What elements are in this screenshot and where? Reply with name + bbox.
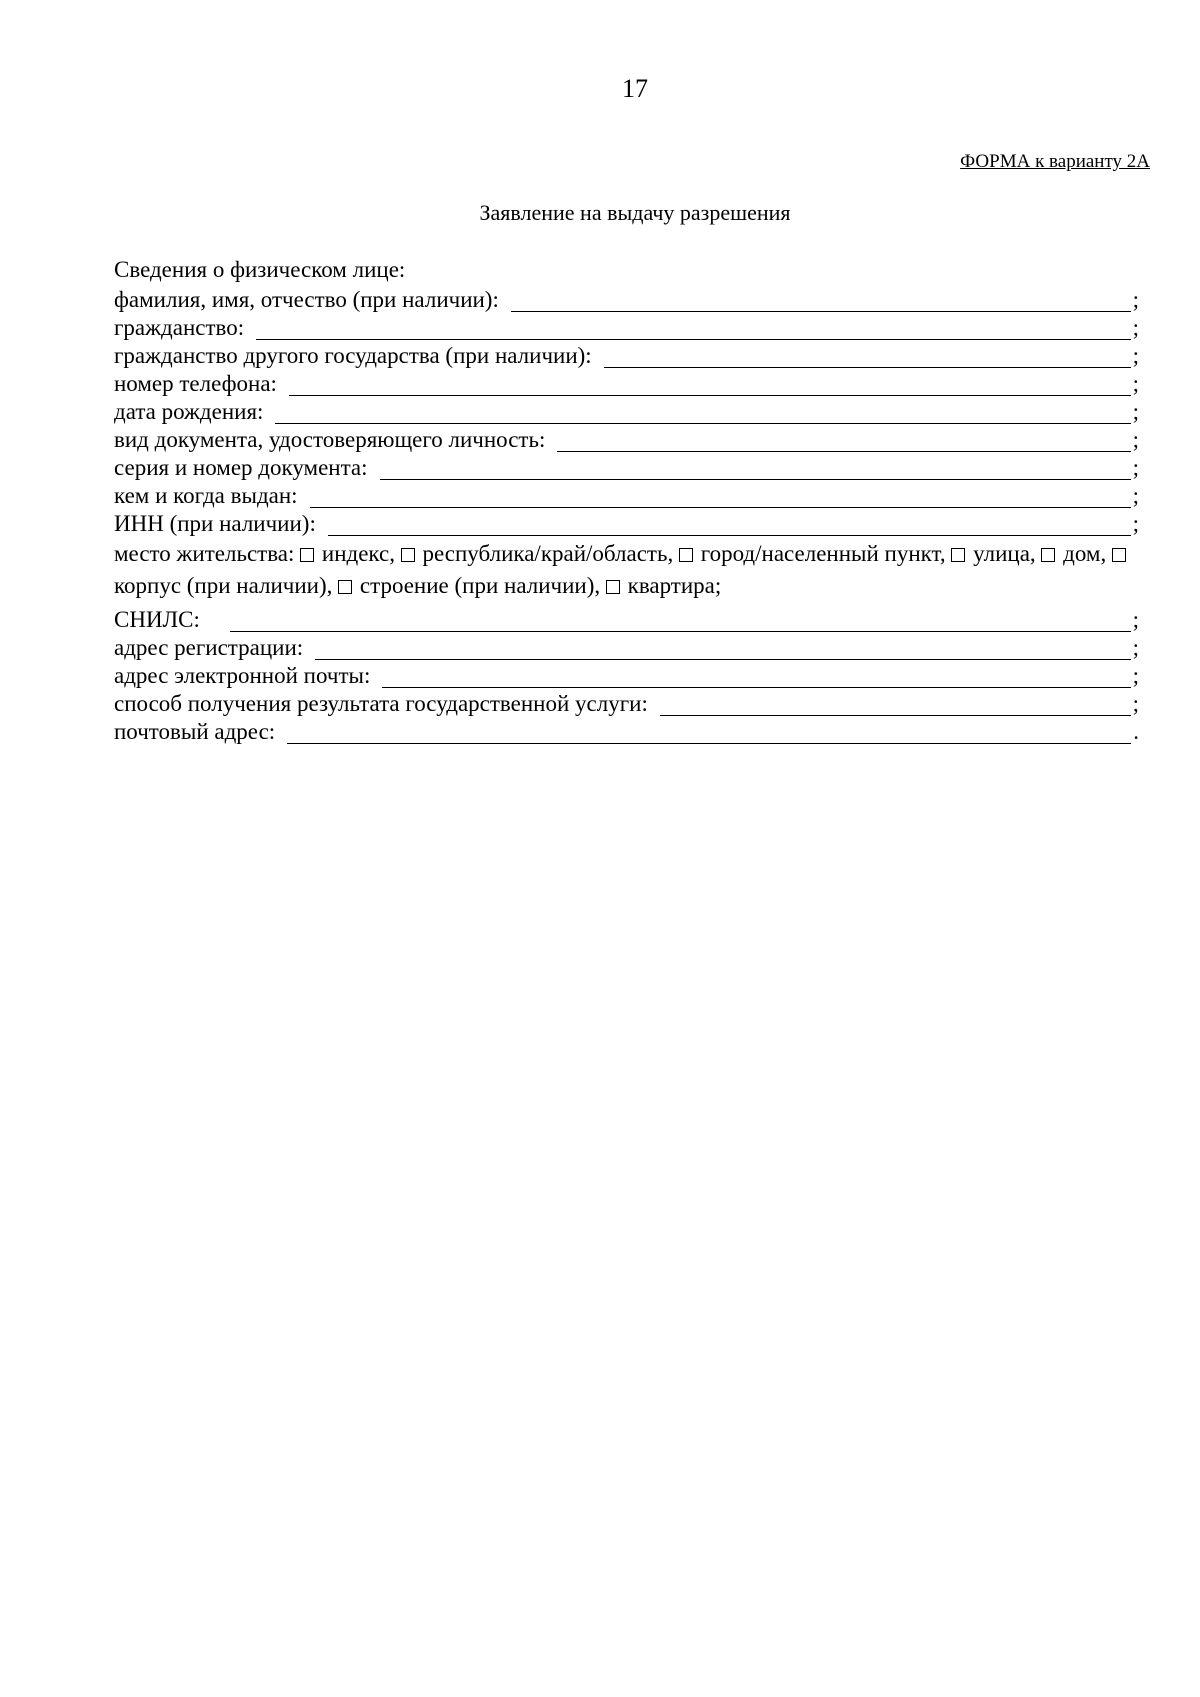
field-terminator: ; xyxy=(1132,691,1139,716)
field-inn xyxy=(114,508,1139,536)
email-input-line[interactable] xyxy=(382,665,1131,688)
field-full-name xyxy=(114,284,1139,312)
field-label: гражданство: xyxy=(114,315,245,340)
document-number-input-line[interactable] xyxy=(380,457,1131,480)
field-terminator: ; xyxy=(1132,607,1139,632)
checkbox-label: индекс, xyxy=(321,541,395,566)
building-block-checkbox[interactable] xyxy=(1112,548,1126,562)
checkbox-label: строение (при наличии), xyxy=(359,573,601,598)
field-terminator: ; xyxy=(1132,635,1139,660)
birth-date-input-line[interactable] xyxy=(275,401,1131,424)
field-label: гражданство другого государства (при наличии): xyxy=(114,343,592,368)
inn-input-line[interactable] xyxy=(328,513,1131,536)
field-document-number xyxy=(114,452,1139,480)
field-snils xyxy=(114,604,1139,632)
field-label: фамилия, имя, отчество (при наличии): xyxy=(114,287,499,312)
checkbox-label: республика/край/область, xyxy=(422,541,674,566)
applicant-info-form xyxy=(114,256,1139,744)
full-name-input-line[interactable] xyxy=(511,289,1131,312)
residence-options xyxy=(114,536,1139,604)
field-label: адрес регистрации: xyxy=(114,635,304,660)
field-terminator: ; xyxy=(1132,663,1139,688)
field-terminator: ; xyxy=(1132,427,1139,452)
phone-input-line[interactable] xyxy=(289,373,1131,396)
field-label: ИНН (при наличии): xyxy=(114,511,316,536)
registration-address-input-line[interactable] xyxy=(315,637,1131,660)
checkbox-label: дом, xyxy=(1063,541,1107,566)
field-label: вид документа, удостоверяющего личность: xyxy=(114,427,546,452)
field-terminator: ; xyxy=(1132,455,1139,480)
field-terminator: ; xyxy=(1132,511,1139,536)
field-terminator: ; xyxy=(1132,287,1139,312)
field-label: адрес электронной почты: xyxy=(114,663,371,688)
field-terminator: ; xyxy=(1132,315,1139,340)
field-result-delivery-method xyxy=(114,688,1139,716)
checkbox-label: город/населенный пункт, xyxy=(700,541,946,566)
checkbox-label: корпус (при наличии), xyxy=(114,573,333,598)
field-terminator: ; xyxy=(1132,371,1139,396)
house-checkbox[interactable] xyxy=(1041,548,1055,562)
field-citizenship xyxy=(114,312,1139,340)
field-postal-address xyxy=(114,716,1139,744)
field-issued-by xyxy=(114,480,1139,508)
section-heading: Сведения о физическом лице: xyxy=(114,257,406,282)
city-checkbox[interactable] xyxy=(679,548,693,562)
field-other-citizenship xyxy=(114,340,1139,368)
snils-input-line[interactable] xyxy=(230,609,1131,632)
field-label: серия и номер документа: xyxy=(114,455,368,480)
field-terminator: ; xyxy=(1132,483,1139,508)
issued-by-input-line[interactable] xyxy=(310,485,1131,508)
document-title: Заявление на выдачу разрешения xyxy=(479,200,791,225)
result-delivery-method-input-line[interactable] xyxy=(660,693,1131,716)
index-checkbox[interactable] xyxy=(300,548,314,562)
region-checkbox[interactable] xyxy=(401,548,415,562)
field-label: дата рождения: xyxy=(114,399,264,424)
field-phone xyxy=(114,368,1139,396)
postal-address-input-line[interactable] xyxy=(287,721,1131,744)
field-terminator: . xyxy=(1133,719,1139,744)
checkbox-label: квартира; xyxy=(627,573,722,598)
apartment-checkbox[interactable] xyxy=(606,580,620,594)
field-birth-date xyxy=(114,396,1139,424)
other-citizenship-input-line[interactable] xyxy=(604,345,1131,368)
field-registration-address xyxy=(114,632,1139,660)
page-number: 17 xyxy=(622,74,648,103)
structure-checkbox[interactable] xyxy=(338,580,352,594)
field-id-document-type xyxy=(114,424,1139,452)
field-label: почтовый адрес: xyxy=(114,719,276,744)
field-terminator: ; xyxy=(1132,399,1139,424)
residence-label: место жительства: xyxy=(114,541,295,566)
id-document-type-input-line[interactable] xyxy=(557,429,1131,452)
checkbox-label: улица, xyxy=(973,541,1036,566)
field-label: СНИЛС: xyxy=(114,607,200,632)
field-terminator: ; xyxy=(1132,343,1139,368)
field-label: номер телефона: xyxy=(114,371,277,396)
citizenship-input-line[interactable] xyxy=(256,317,1131,340)
field-email xyxy=(114,660,1139,688)
field-label: кем и когда выдан: xyxy=(114,483,298,508)
form-variant-label: ФОРМА к варианту 2А xyxy=(960,151,1150,172)
street-checkbox[interactable] xyxy=(951,548,965,562)
field-label: способ получения результата государственной услуги: xyxy=(114,691,648,716)
